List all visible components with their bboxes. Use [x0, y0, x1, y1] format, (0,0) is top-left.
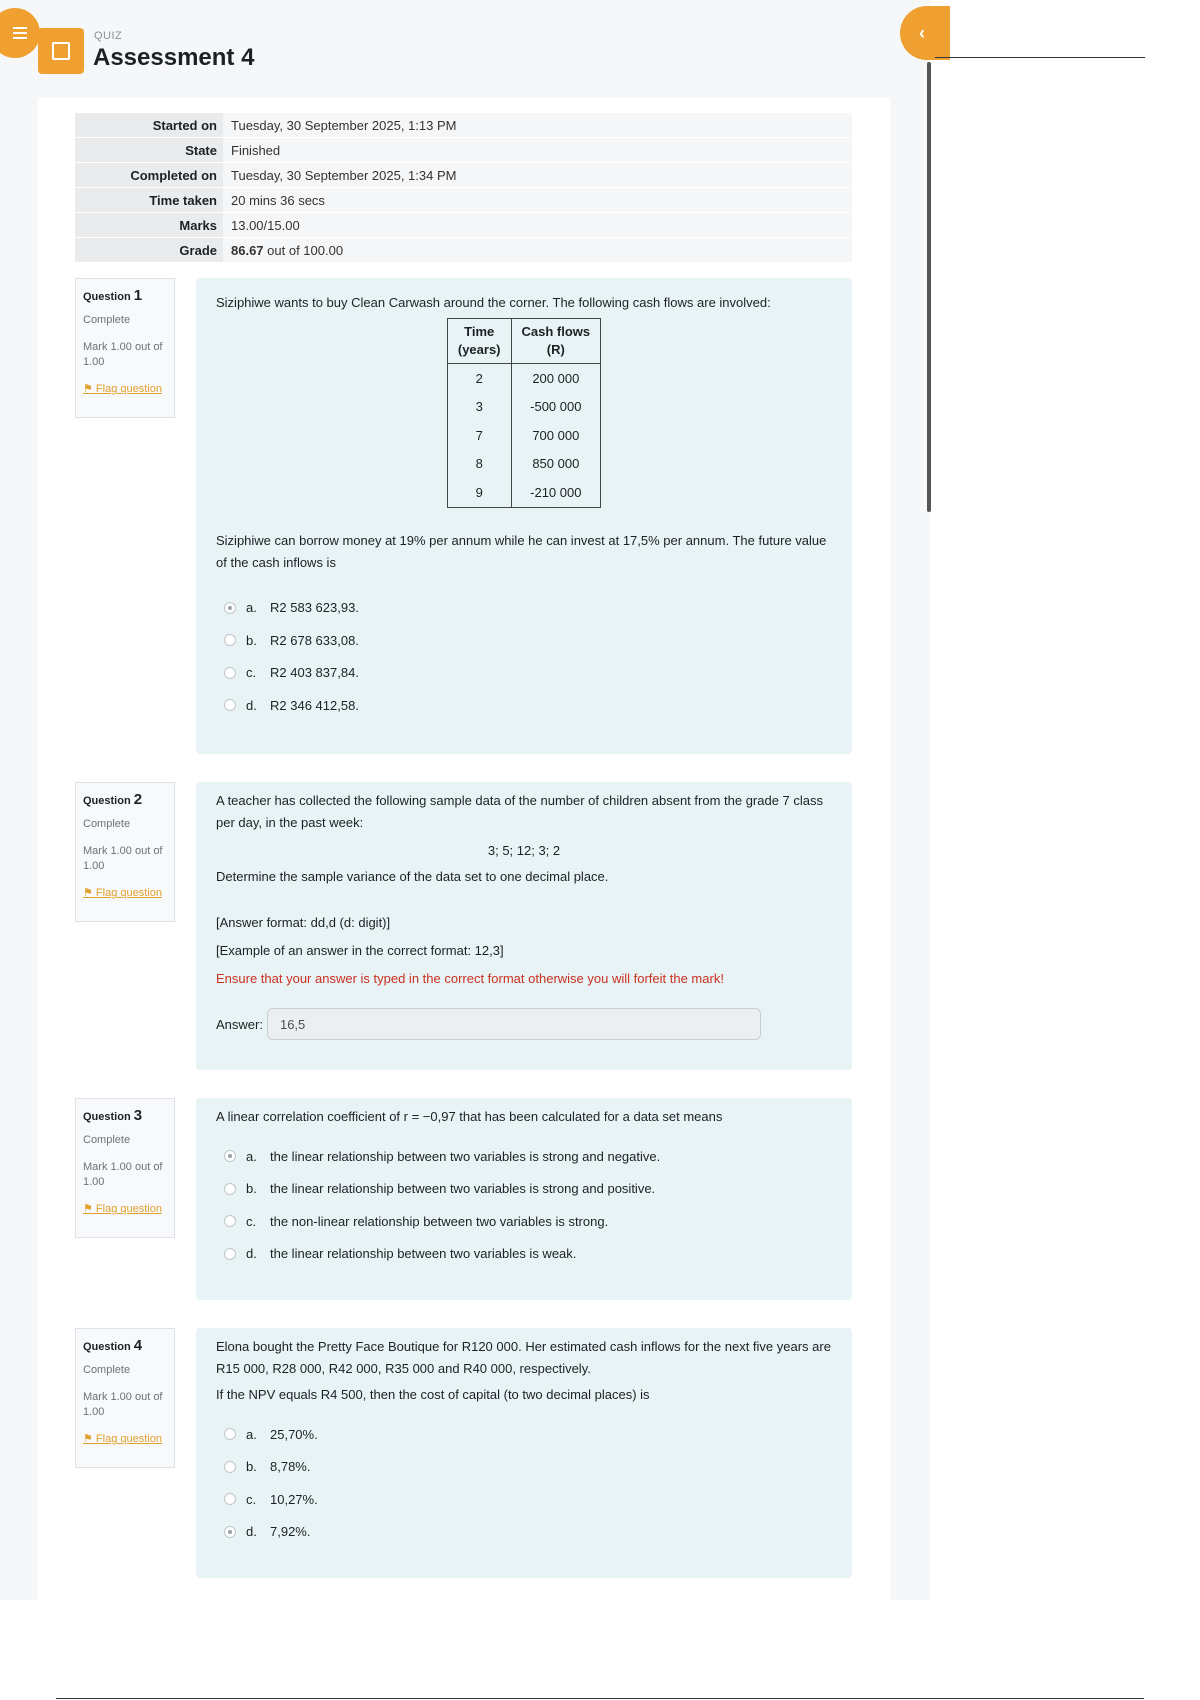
answer-text: R2 678 633,08.	[270, 632, 359, 648]
question-number-value: 4	[133, 1337, 143, 1354]
summary-value: Tuesday, 30 September 2025, 1:34 PM	[223, 163, 852, 188]
question-info-1	[75, 278, 175, 418]
cell-time: 7	[447, 421, 511, 450]
answer-option-d[interactable]	[216, 1516, 832, 1549]
flag-label: Flag question	[95, 1433, 162, 1445]
answer-option-a[interactable]	[216, 592, 832, 625]
question-number	[83, 1107, 167, 1124]
question-content-2	[196, 782, 852, 1070]
answer-option-c[interactable]	[216, 1205, 832, 1238]
cell-cash-flow: -500 000	[511, 393, 601, 422]
answer-text: R2 583 623,93.	[270, 600, 359, 616]
summary-label: Marks	[75, 213, 223, 238]
header-line: Time	[464, 324, 495, 339]
quiz-icon	[38, 28, 84, 74]
header-line: Cash flows	[521, 324, 591, 339]
answer-input[interactable]	[267, 1008, 761, 1040]
question-number-value: 2	[133, 791, 143, 808]
answer-letter: a.	[246, 1148, 257, 1164]
menu-icon	[13, 27, 27, 39]
question-number-value: 1	[133, 287, 143, 304]
answer-option-d[interactable]	[216, 689, 832, 722]
question-text: A linear correlation coefficient of r = −0,97 that has been calculated for a data set means	[216, 1109, 723, 1124]
question-state: Complete	[83, 818, 131, 830]
summary-label: State	[75, 138, 223, 163]
table-row	[447, 478, 600, 507]
radio-button[interactable]	[224, 634, 236, 646]
answer-text: R2 346 412,58.	[270, 697, 359, 713]
cell-time: 2	[447, 364, 511, 393]
answer-letter: a.	[246, 1426, 257, 1442]
answer-text: the non-linear relationship between two variables is strong.	[270, 1213, 609, 1229]
column-header-time	[447, 319, 511, 364]
answer-text: 7,92%.	[270, 1524, 311, 1540]
radio-button[interactable]	[224, 1526, 236, 1538]
cell-time: 8	[447, 450, 511, 479]
summary-label: Started on	[75, 113, 223, 138]
question-text: Elona bought the Pretty Face Boutique for R120 000. Her estimated cash inflows for the next five years are R15 000, R28 000, R42 000, R35 000 and R40 000, respectively.	[216, 1339, 831, 1376]
question-info-4	[75, 1328, 175, 1468]
answer-option-c[interactable]	[216, 657, 832, 690]
flag-label: Flag question	[95, 1203, 162, 1215]
summary-value: Tuesday, 30 September 2025, 1:13 PM	[223, 113, 852, 138]
answer-text: the linear relationship between two variables is strong and negative.	[270, 1148, 661, 1164]
question-info-3	[75, 1098, 175, 1238]
question-content-1	[196, 278, 852, 754]
page-title: Assessment 4	[93, 44, 255, 71]
divider	[935, 57, 1145, 58]
question-word: Question	[83, 291, 131, 303]
question-number-value: 3	[133, 1107, 143, 1124]
answer-options	[216, 1418, 832, 1548]
summary-value: Finished	[223, 138, 852, 163]
answer-option-c[interactable]	[216, 1483, 832, 1516]
question-content-3	[196, 1098, 852, 1300]
answer-letter: b.	[246, 1459, 257, 1475]
cell-cash-flow: 700 000	[511, 421, 601, 450]
answer-letter: c.	[246, 665, 257, 681]
answer-text: 25,70%.	[270, 1426, 318, 1442]
answer-letter: b.	[246, 1181, 257, 1197]
edit-icon	[52, 42, 70, 60]
table-row	[75, 213, 852, 238]
format-warning: Ensure that your answer is typed in the correct format otherwise you will forfeit the mark!	[216, 971, 724, 986]
grade-suffix: out of 100.00	[267, 242, 344, 258]
divider	[56, 1698, 1144, 1699]
answer-letter: b.	[246, 632, 257, 648]
cell-cash-flow: -210 000	[511, 478, 601, 507]
question-mark: Mark 1.00 out of 1.00	[83, 341, 163, 368]
answer-text: 8,78%.	[270, 1459, 311, 1475]
answer-format: [Answer format: dd,d (d: digit)]	[216, 915, 391, 930]
table-row	[447, 421, 600, 450]
radio-button[interactable]	[224, 1493, 236, 1505]
flag-label: Flag question	[95, 887, 162, 899]
summary-value: 20 mins 36 secs	[223, 188, 852, 213]
summary-label: Grade	[75, 238, 223, 263]
radio-button[interactable]	[224, 1215, 236, 1227]
answer-letter: d.	[246, 697, 257, 713]
flag-question-link[interactable]: ⚑ Flag question	[83, 1433, 162, 1445]
radio-button[interactable]	[224, 1150, 236, 1162]
answer-options	[216, 592, 832, 722]
question-instruction: Determine the sample variance of the data set to one decimal place.	[216, 869, 609, 884]
table-row	[75, 163, 852, 188]
question-text: Siziphiwe wants to buy Clean Carwash around the corner. The following cash flows are involved:	[216, 295, 771, 310]
answer-row	[216, 1008, 832, 1040]
answer-text: the linear relationship between two variables is strong and positive.	[270, 1181, 656, 1197]
radio-button[interactable]	[224, 667, 236, 679]
attempt-summary-table	[75, 113, 852, 263]
answer-letter: a.	[246, 600, 257, 616]
question-text-2: If the NPV equals R4 500, then the cost of capital (to two decimal places) is	[216, 1387, 650, 1402]
question-word: Question	[83, 1341, 131, 1353]
answer-letter: c.	[246, 1213, 257, 1229]
table-row	[75, 138, 852, 163]
table-row	[447, 364, 600, 393]
radio-button[interactable]	[224, 1428, 236, 1440]
question-state: Complete	[83, 314, 131, 326]
table-header-row	[447, 319, 600, 364]
summary-value: 13.00/15.00	[223, 213, 852, 238]
question-state: Complete	[83, 1364, 131, 1376]
scrollbar[interactable]	[927, 62, 931, 512]
question-number	[83, 791, 167, 808]
answer-option-b[interactable]	[216, 1173, 832, 1206]
answer-example: [Example of an answer in the correct format: 12,3]	[216, 943, 504, 958]
answer-option-b[interactable]	[216, 1451, 832, 1484]
header-line: (years)	[457, 342, 501, 357]
question-number	[83, 1337, 167, 1354]
radio-button[interactable]	[224, 1248, 236, 1260]
radio-button[interactable]	[224, 1183, 236, 1195]
cell-time: 9	[447, 478, 511, 507]
table-row	[75, 188, 852, 213]
flag-label: Flag question	[95, 383, 162, 395]
question-mark: Mark 1.00 out of 1.00	[83, 1391, 163, 1418]
question-mark: Mark 1.00 out of 1.00	[83, 845, 163, 872]
answer-option-d[interactable]	[216, 1238, 832, 1271]
answer-label: Answer:	[216, 1016, 263, 1032]
question-mark: Mark 1.00 out of 1.00	[83, 1161, 163, 1188]
answer-letter: d.	[246, 1246, 257, 1262]
flag-question-link[interactable]: ⚑ Flag question	[83, 1203, 162, 1215]
question-word: Question	[83, 795, 131, 807]
answer-letter: c.	[246, 1491, 257, 1507]
question-state: Complete	[83, 1134, 131, 1146]
cell-cash-flow: 200 000	[511, 364, 601, 393]
sample-data: 3; 5; 12; 3; 2	[487, 843, 561, 858]
question-text-2: Siziphiwe can borrow money at 19% per annum while he can invest at 17,5% per annum. The future value of the cash inflows is	[216, 532, 827, 570]
grade-score: 86.67	[231, 242, 264, 258]
answer-text: the linear relationship between two variables is weak.	[270, 1246, 577, 1262]
summary-label: Time taken	[75, 188, 223, 213]
chevron-left-icon: ‹	[919, 22, 925, 43]
cell-cash-flow: 850 000	[511, 450, 601, 479]
answer-options	[216, 1140, 832, 1270]
flag-question-link[interactable]: ⚑ Flag question	[83, 887, 162, 899]
question-text: A teacher has collected the following sample data of the number of children absent from the grade 7 class per day, in the past week:	[216, 793, 824, 830]
radio-button[interactable]	[224, 699, 236, 711]
radio-button[interactable]	[224, 1461, 236, 1473]
summary-label: Completed on	[75, 163, 223, 188]
table-row	[447, 393, 600, 422]
answer-option-b[interactable]	[216, 624, 832, 657]
question-number	[83, 287, 167, 304]
grade-value	[223, 238, 852, 263]
block-drawer-toggle[interactable]	[900, 6, 950, 60]
question-word: Question	[83, 1111, 131, 1123]
answer-text: 10,27%.	[270, 1491, 318, 1507]
table-row	[75, 238, 852, 263]
column-header-cash-flows	[511, 319, 601, 364]
answer-option-a[interactable]	[216, 1418, 832, 1451]
question-info-2	[75, 782, 175, 922]
answer-option-a[interactable]	[216, 1140, 832, 1173]
module-label: QUIZ	[94, 30, 123, 42]
question-content-4	[196, 1328, 852, 1578]
table-row	[447, 450, 600, 479]
flag-question-link[interactable]: ⚑ Flag question	[83, 383, 162, 395]
cash-flow-table	[447, 318, 601, 508]
radio-button[interactable]	[224, 602, 236, 614]
answer-letter: d.	[246, 1524, 257, 1540]
table-row	[75, 113, 852, 138]
header-line: (R)	[546, 342, 565, 357]
cell-time: 3	[447, 393, 511, 422]
answer-text: R2 403 837,84.	[270, 665, 359, 681]
